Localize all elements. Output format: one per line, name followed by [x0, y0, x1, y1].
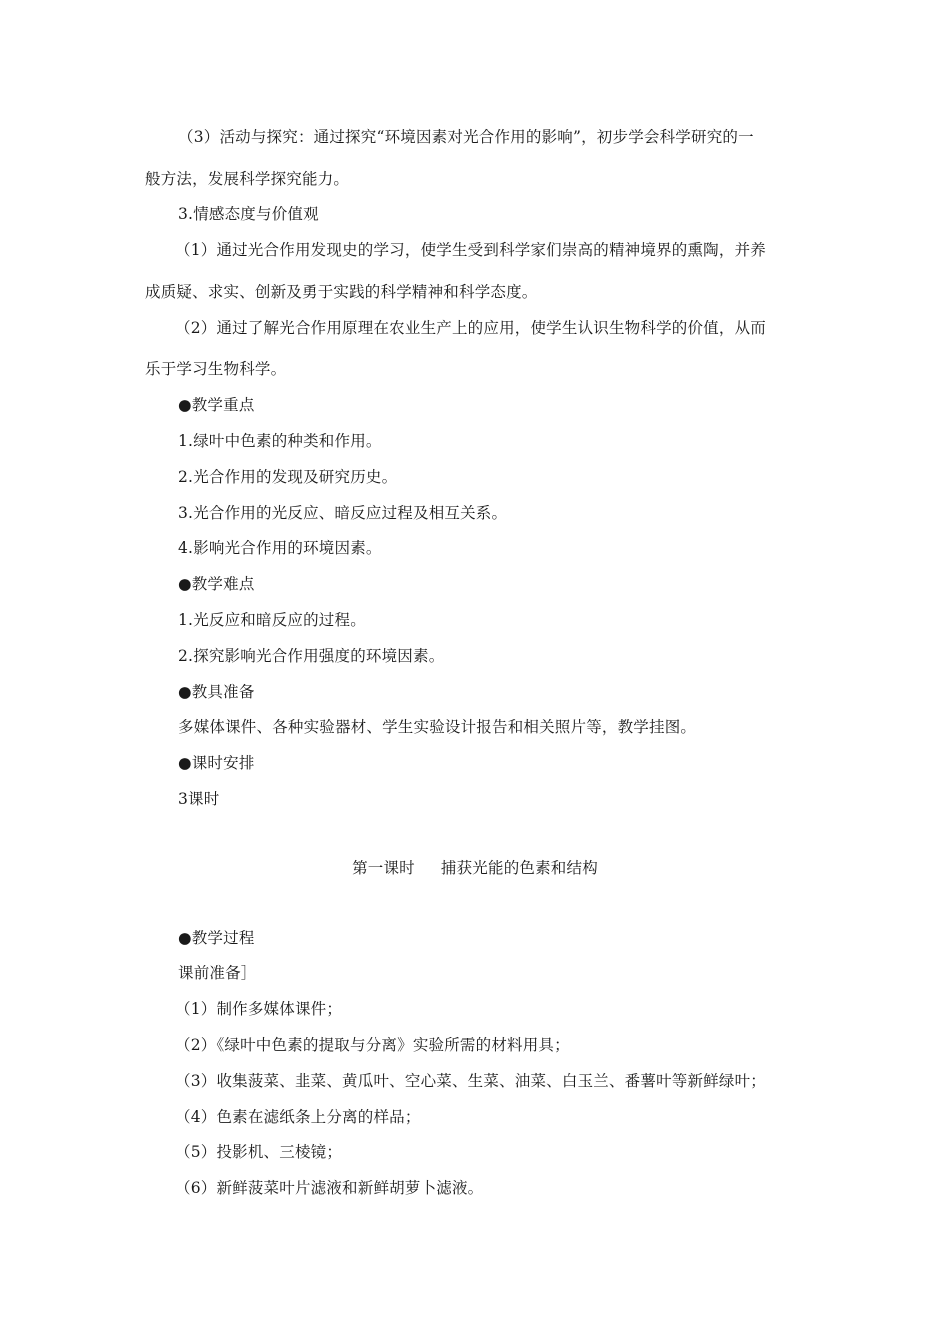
difficulty-item: 2.探究影响光合作用强度的环境因素。 — [178, 647, 445, 665]
process-heading: ●教学过程 — [178, 929, 255, 947]
key-point-item: 1.绿叶中色素的种类和作用。 — [178, 432, 382, 450]
lesson-title — [0, 858, 950, 878]
goal-item-3-line-2: 般方法，发展科学探究能力。 — [145, 170, 350, 188]
key-point-item: 4.影响光合作用的环境因素。 — [178, 539, 382, 557]
emotion-item-2-line-2: 乐于学习生物科学。 — [145, 360, 287, 378]
prep-item: （2）《绿叶中色素的提取与分离》实验所需的材料用具； — [175, 1036, 570, 1054]
key-point-item: 3.光合作用的光反应、暗反应过程及相互关系。 — [178, 504, 508, 522]
key-point-item: 2.光合作用的发现及研究历史。 — [178, 468, 398, 486]
emotion-item-2-line-1: （2）通过了解光合作用原理在农业生产上的应用，使学生认识生物科学的价值，从而 — [175, 319, 766, 337]
lesson-title-number: 第一课时 — [352, 859, 415, 877]
emotion-item-1-line-1: （1）通过光合作用发现史的学习，使学生受到科学家们崇高的精神境界的熏陶，并养 — [175, 241, 766, 259]
difficulty-item: 1.光反应和暗反应的过程。 — [178, 611, 366, 629]
prep-label: 课前准备］ — [178, 964, 257, 982]
emotion-item-1-line-2: 成质疑、求实、创新及勇于实践的科学精神和科学态度。 — [145, 283, 538, 301]
prep-item: （4）色素在滤纸条上分离的样品； — [175, 1108, 421, 1126]
schedule-text: 3课时 — [178, 790, 220, 808]
materials-text: 多媒体课件、各种实验器材、学生实验设计报告和相关照片等，教学挂图。 — [178, 718, 697, 736]
key-points-heading: ●教学重点 — [178, 396, 255, 414]
lesson-title-topic: 捕获光能的色素和结构 — [440, 859, 598, 877]
prep-item: （5）投影机、三棱镜； — [175, 1143, 343, 1161]
materials-heading: ●教具准备 — [178, 683, 255, 701]
prep-item: （6）新鲜菠菜叶片滤液和新鲜胡萝卜滤液。 — [175, 1179, 484, 1197]
section-heading-emotion: 3.情感态度与价值观 — [178, 205, 319, 223]
difficulties-heading: ●教学难点 — [178, 575, 255, 593]
schedule-heading: ●课时安排 — [178, 754, 255, 772]
goal-item-3-line-1: （3）活动与探究：通过探究“环境因素对光合作用的影响”，初步学会科学研究的一 — [178, 128, 754, 146]
prep-item: （1）制作多媒体课件； — [175, 1000, 343, 1018]
prep-item: （3）收集菠菜、韭菜、黄瓜叶、空心菜、生菜、油菜、白玉兰、番薯叶等新鲜绿叶； — [175, 1072, 766, 1090]
